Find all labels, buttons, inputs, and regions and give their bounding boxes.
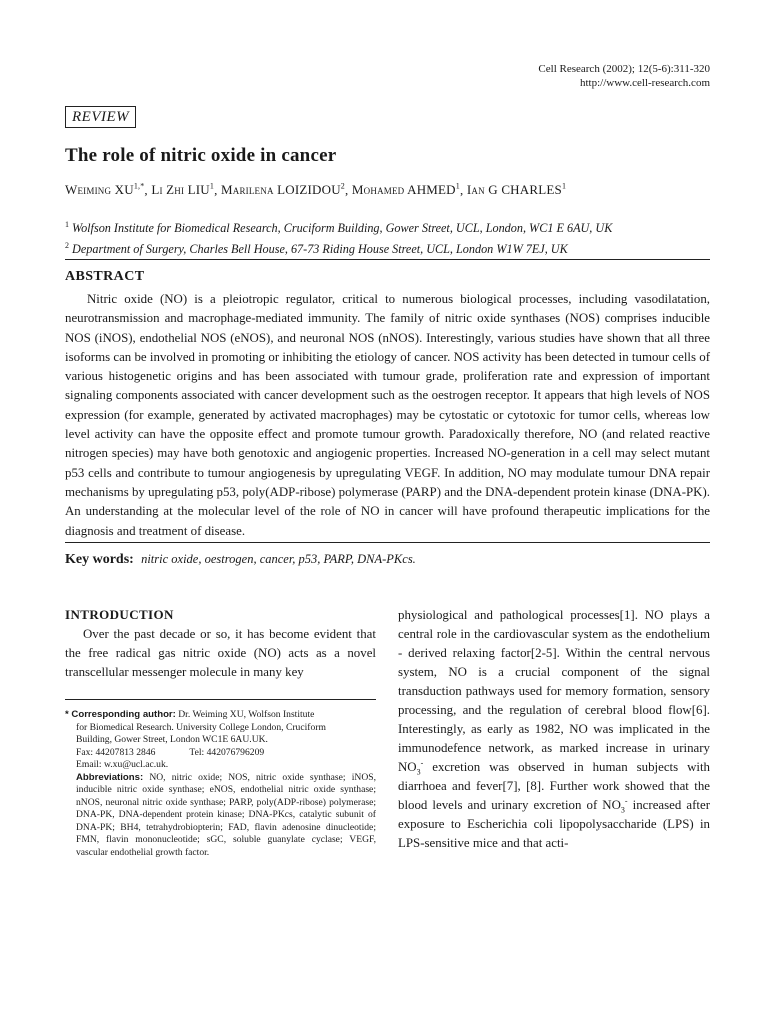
footnote-divider <box>65 699 376 700</box>
fax-number: Fax: 44207813 2846 <box>76 746 156 758</box>
author-affil-mark: 1 <box>455 182 460 191</box>
no3-subscript: 3 <box>620 805 625 815</box>
corresponding-author-label: * Corresponding author: <box>65 709 176 720</box>
header-divider <box>65 259 710 260</box>
author <box>65 182 144 197</box>
author-last-name: LIU <box>187 182 210 198</box>
abstract-heading: ABSTRACT <box>65 269 145 284</box>
author-first-name: Weiming <box>65 182 112 198</box>
paper-title: The role of nitric oxide in cancer <box>65 145 337 166</box>
abbreviations-label: Abbreviations: <box>76 771 144 783</box>
no3-superscript: - <box>624 796 628 806</box>
author-last-name: XU <box>114 182 134 198</box>
abbreviations-text: NO, nitric oxide; NOS, nitric oxide synthase; iNOS, inducible nitric oxide synthase; eNOS, endothelial nitric oxide synthase; nNOS, neuronal nitric oxide synthase; PARP, poly(ADP-ribose) polymerase; DNA-PK, DNA-dependent protein kinase; DNA-PKcs, catalytic subunit of DNA-PK; BH4, tetrahydrobiopterin; FAD, flavin adenosine dinucleotide; FMN, flavin mononucleotide; sGC, soluble guanylate cyclase; VEGF, vascular endothelial growth factor. <box>76 771 376 858</box>
intro-right-text-c: increased after exposure to Escherichia coli lipopolysaccharide (LPS) in LPS-sensitive mice and that acti- <box>398 798 710 850</box>
affiliation-number: 2 <box>65 241 69 251</box>
author <box>151 182 214 197</box>
intro-right-text-a: physiological and pathological processes[1]. NO plays a central role in the cardiovascular system as the endothelium - derived relaxing factor[2-5]. Within the central nervous system, NO is a crucial component of the signal transduction pathways used for memory formation, sensory processing, and the regulation of cerebral blood flow[6]. Interestingly, as early as 1982, NO was implicated in the immunodefence network, as marked increase in urinary NO <box>398 608 710 774</box>
author-last-name: AHMED <box>407 182 456 198</box>
journal-url[interactable]: http://www.cell-research.com <box>579 77 710 89</box>
journal-citation-block <box>538 62 710 90</box>
author-last-name: CHARLES <box>501 182 562 198</box>
keywords-value: nitric oxide, oestrogen, cancer, p53, PARP, DNA-PKcs. <box>141 552 416 566</box>
footnote-address-line: Building, Gower Street, London WC1E 6AU.UK. <box>76 734 268 745</box>
author-affil-mark: 1 <box>209 182 215 191</box>
footnote-address-line: for Biomedical Research. University College London, Cruciform <box>76 721 326 733</box>
keywords-label: Key words: <box>65 552 134 567</box>
author <box>352 182 460 197</box>
author-affil-mark: 2 <box>340 182 345 191</box>
author-affil-mark: 1,* <box>133 182 145 191</box>
author <box>221 182 345 197</box>
author-first-name: Ian G <box>466 182 498 198</box>
article-type-badge: REVIEW <box>65 106 136 128</box>
author-last-name: LOIZIDOU <box>277 182 341 198</box>
footnote-contact <box>65 747 376 760</box>
abbreviations <box>65 772 376 860</box>
intro-right-text-b: excretion was observed in human subjects with diarrhoea and fever[7], [8]. Further work showed that the blood levels and urinary excretion of NO <box>398 760 710 812</box>
author <box>467 182 566 197</box>
no3-superscript: - <box>420 758 424 768</box>
corresponding-author-text: Dr. Weiming XU, Wolfson Institute <box>175 709 315 720</box>
author-affil-mark: 1 <box>561 182 567 191</box>
author-first-name: Li Zhi <box>151 182 185 198</box>
email-address[interactable]: Email: w.xu@ucl.ac.uk. <box>76 759 169 770</box>
keywords <box>65 551 416 568</box>
footnote <box>65 709 376 859</box>
no3-subscript: 3 <box>416 767 421 777</box>
tel-number: Tel: 442076796209 <box>189 746 265 758</box>
author-first-name: Mohamed <box>351 182 405 198</box>
author-first-name: Marilena <box>220 182 274 198</box>
affiliation <box>65 237 612 258</box>
affiliation-number: 1 <box>65 220 69 229</box>
introduction-left-column: Over the past decade or so, it has become evident that the free radical gas nitric oxide (NO) acts as a novel transcellular messenger molecule in many key <box>65 627 376 679</box>
journal-citation: Cell Research (2002); 12(5-6):311-320 <box>538 63 710 75</box>
corresponding-author <box>65 709 376 722</box>
introduction-right-column <box>398 606 710 853</box>
affiliation-list <box>65 216 612 258</box>
affiliation-text: Department of Surgery, Charles Bell House, 67-73 Riding House Street, UCL, London W1W 7EJ, UK <box>72 242 568 257</box>
abstract-body: Nitric oxide (NO) is a pleiotropic regulator, critical to numerous biological processes, including vasodilatation, neurotransmission and macrophage-mediated immunity. The family of nitric oxide synthases (NOS) comprises inducible NOS (iNOS), endothelial NOS (eNOS), and neuronal NOS (nNOS). Interestingly, various studies have shown that all three isoforms can be involved in promoting or inhibiting the etiology of cancer. NOS activity has been detected in tumour cells of various histogenetic origins and has been associated with tumour grade, proliferation rate and expression of important signaling components associated with cancer development such as the oestrogen receptor. It appears that high levels of NOS expression (for example, generated by activated macrophages) may be cytostatic or cytotoxic for tumor cells, whereas low level activity can have the opposite effect and promote tumour growth. Paradoxically therefore, NO (and related reactive nitrogen species) may have both genotoxic and angiogenic properties. Increased NO-generation in a cell may select mutant p53 cells and contribute to tumour angiogenesis by upregulating VEGF. In addition, NO may modulate tumour DNA repair mechanisms by upregulating p53, poly(ADP-ribose) polymerase (PARP) and the DNA-dependent protein kinase (DNA-PK). An understanding at the molecular level of the role of NO in cancer will have profound therapeutic implications for the diagnosis and treatment of disease. <box>65 292 710 538</box>
author-list: Weiming $XU^{1,*}$, Li Zhi LIU$^1$, Marilena LOIZIDOU$^2$, Mohamed AHMED$^1$, Ian G CHARLES$^1$ <box>65 182 567 198</box>
introduction-heading: INTRODUCTION <box>65 607 174 622</box>
affiliation <box>65 216 612 237</box>
affiliation-text: Wolfson Institute for Biomedical Research, Cruciform Building, Gower Street, UCL, London, WC1 E 6AU, UK <box>72 221 613 236</box>
abstract-divider <box>65 542 710 543</box>
